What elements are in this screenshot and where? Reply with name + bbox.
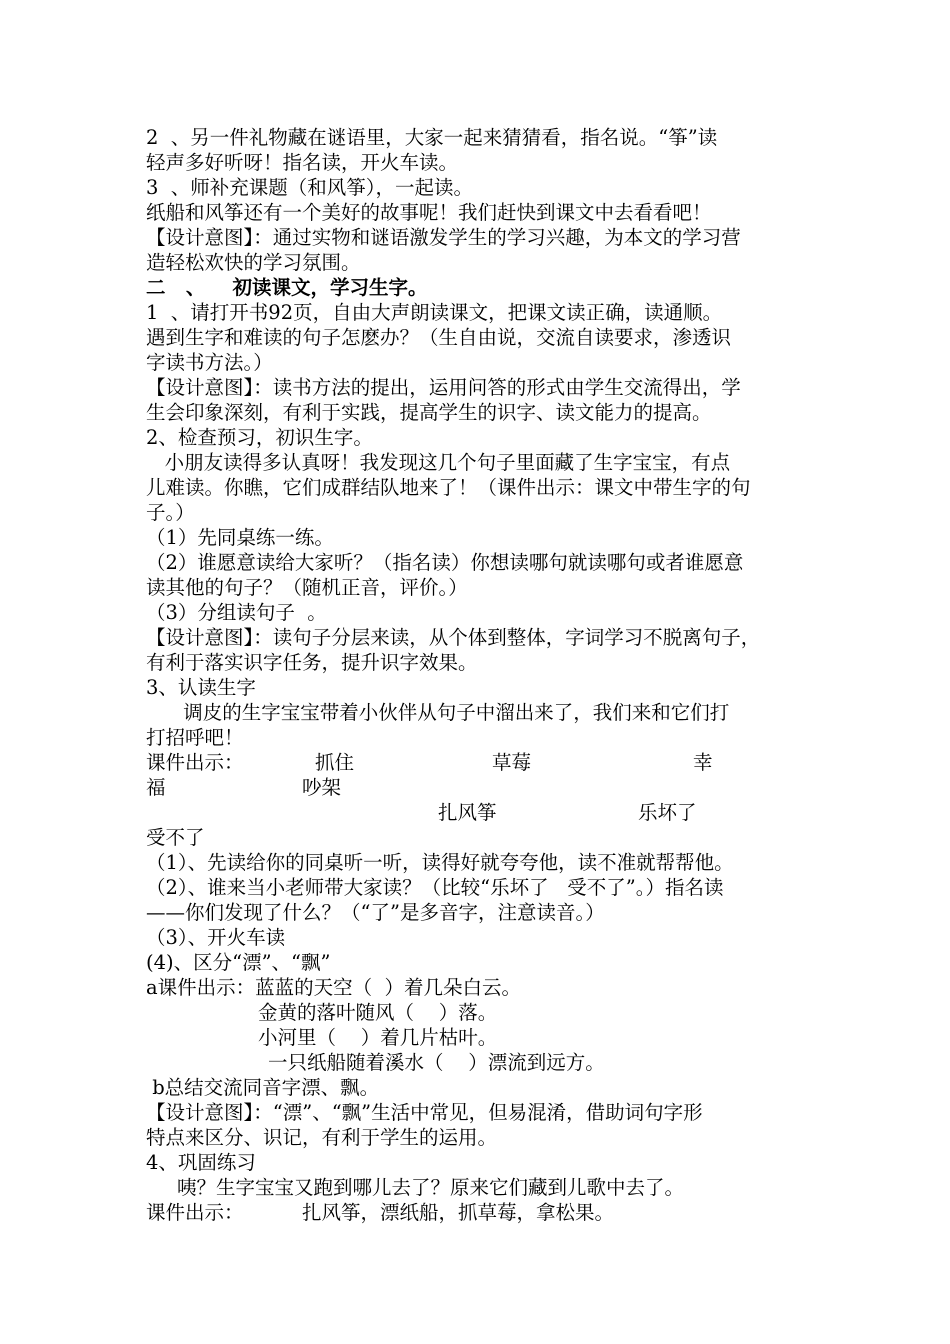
vocab-word: 幸 bbox=[693, 751, 713, 774]
text-line: 轻声多好听呀！指名读，开火车读。 bbox=[146, 151, 459, 174]
text-line: 有利于落实识字任务，提升识字效果。 bbox=[146, 651, 478, 674]
vocab-word: 受不了 bbox=[146, 826, 205, 849]
text-line: 特点来区分、识记，有利于学生的运用。 bbox=[146, 1126, 498, 1149]
text-line: （2）、谁来当小老师带大家读？（比较“乐坏了 受不了”。）指名读 bbox=[146, 876, 724, 899]
vocab-word: 福 bbox=[146, 776, 166, 799]
section-heading: 二 、 初读课文，学习生字。 bbox=[146, 276, 428, 299]
vocab-word: 抓住 bbox=[315, 751, 355, 774]
text-line: ——你们发现了什么？（“了”是多音字，注意读音。） bbox=[146, 901, 605, 924]
text-line: （1）先同桌练一练。 bbox=[146, 526, 334, 549]
text-line: 一只纸船随着溪水（ ）漂流到远方。 bbox=[268, 1051, 605, 1074]
design-intent-line: 【设计意图】：“漂”、“飘”生活中常见，但易混淆，借助词句字形 bbox=[146, 1101, 703, 1124]
text-line: 子。） bbox=[146, 501, 195, 524]
text-line: 2、检查预习，初识生字。 bbox=[146, 426, 373, 449]
text-line: 儿难读。你瞧，它们成群结队地来了！（课件出示：课文中带生字的句 bbox=[146, 476, 751, 499]
vocab-word: 乐坏了 bbox=[638, 801, 697, 824]
text-line: 3、认读生字 bbox=[146, 676, 256, 699]
courseware-label: 课件出示： bbox=[146, 751, 244, 774]
text-line: 遇到生字和难读的句子怎麽办？（生自由说，交流自读要求，渗透识 bbox=[146, 326, 732, 349]
courseware-label: 课件出示： bbox=[146, 1201, 244, 1224]
text-line: 金黄的落叶随风（ ）落。 bbox=[258, 1001, 498, 1024]
text-line: 2 、另一件礼物藏在谜语里，大家一起来猜猜看，指名说。“筝”读 bbox=[146, 126, 718, 149]
text-line: （3）、开火车读 bbox=[146, 926, 286, 949]
design-intent-line: 【设计意图】：通过实物和谜语激发学生的学习兴趣，为本文的学习营 bbox=[146, 226, 741, 249]
text-line: 1 、请打开书92页，自由大声朗读课文，把课文读正确，读通顺。 bbox=[146, 301, 723, 324]
text-line: (4)、区分“漂”、“飘” bbox=[146, 951, 331, 974]
text-line: b总结交流同音字漂、飘。 bbox=[146, 1076, 380, 1099]
text-line: 小河里（ ）着几片枯叶。 bbox=[258, 1026, 498, 1049]
text-line: （1）、先读给你的同桌听一听，读得好就夸夸他，读不准就帮帮他。 bbox=[146, 851, 734, 874]
text-line: 扎风筝，漂纸船，抓草莓，拿松果。 bbox=[302, 1201, 615, 1224]
text-line: 纸船和风筝还有一个美好的故事呢！我们赶快到课文中去看看吧！ bbox=[146, 201, 712, 224]
text-line: a课件出示：蓝蓝的天空（ ）着几朵白云。 bbox=[146, 976, 522, 999]
text-line: 咦？生字宝宝又跑到哪儿去了？原来它们藏到儿歌中去了。 bbox=[146, 1176, 684, 1199]
text-line: 造轻松欢快的学习氛围。 bbox=[146, 251, 361, 274]
design-intent-line: 【设计意图】：读句子分层来读，从个体到整体，字词学习不脱离句子， bbox=[146, 626, 761, 649]
text-line: 生会印象深刻，有利于实践，提高学生的识字、读文能力的提高。 bbox=[146, 401, 712, 424]
vocab-word: 吵架 bbox=[302, 776, 342, 799]
text-line: （3）分组读句子 。 bbox=[146, 601, 327, 624]
design-intent-line: 【设计意图】：读书方法的提出，运用问答的形式由学生交流得出，学 bbox=[146, 376, 741, 399]
text-line: 4、巩固练习 bbox=[146, 1151, 256, 1174]
text-line: 读其他的句子？（随机正音，评价。） bbox=[146, 576, 468, 599]
text-line: （2）谁愿意读给大家听？（指名读）你想读哪句就读哪句或者谁愿意 bbox=[146, 551, 744, 574]
text-line: 3 、师补充课题（和风筝），一起读。 bbox=[146, 176, 474, 199]
text-line: 字读书方法。） bbox=[146, 351, 273, 374]
text-line: 小朋友读得多认真呀！我发现这几个句子里面藏了生字宝宝，有点 bbox=[146, 451, 731, 474]
text-line: 打招呼吧！ bbox=[146, 726, 244, 749]
vocab-word: 草莓 bbox=[492, 751, 532, 774]
text-line: 调皮的生字宝宝带着小伙伴从句子中溜出来了，我们来和它们打 bbox=[146, 701, 730, 724]
vocab-word: 扎风筝 bbox=[438, 801, 497, 824]
